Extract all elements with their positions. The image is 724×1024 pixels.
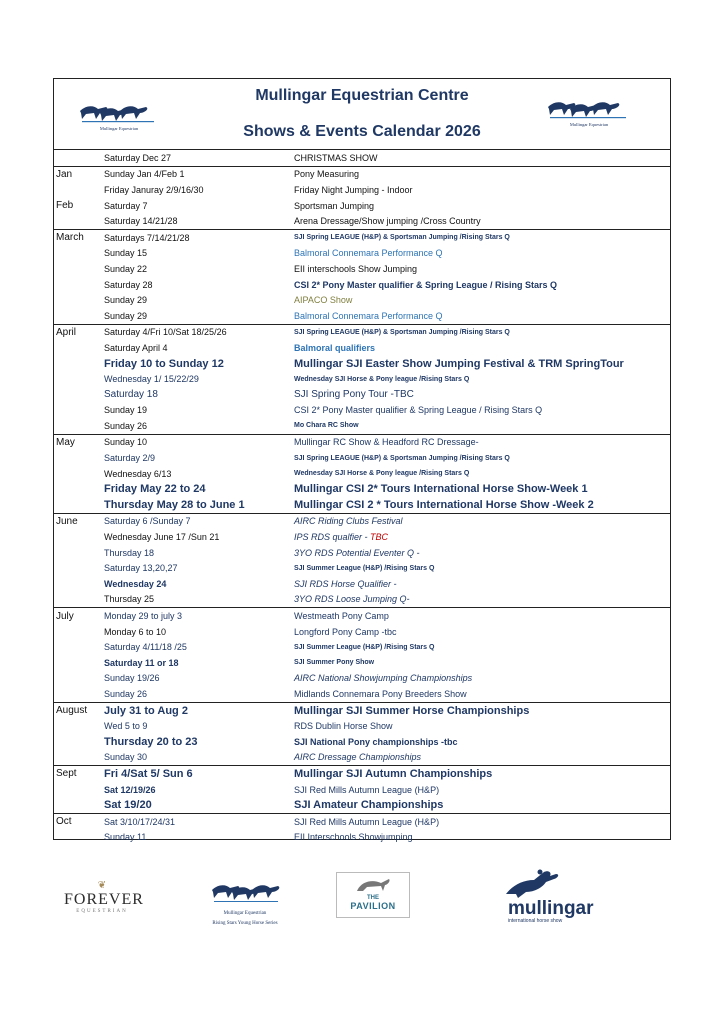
calendar-row bbox=[54, 198, 670, 214]
calendar-row bbox=[54, 655, 670, 671]
event-name-text: Friday Night Jumping - Indoor bbox=[294, 184, 413, 195]
calendar-row bbox=[54, 497, 670, 513]
event-name-text: CSI 2* Pony Master qualifier & Spring League / Rising Stars Q bbox=[294, 405, 543, 416]
event-date: Friday May 22 to 24 bbox=[104, 483, 206, 496]
pavilion-the: THE bbox=[367, 895, 379, 901]
event-name-text: RDS Dublin Horse Show bbox=[294, 721, 393, 732]
month-block bbox=[54, 608, 670, 703]
event-date: Saturday April 4 bbox=[104, 342, 168, 353]
event-name bbox=[294, 785, 439, 795]
calendar-row bbox=[54, 703, 670, 719]
event-name-text: EII Interschools Showjumping bbox=[294, 832, 413, 843]
event-date: Saturday 14/21/28 bbox=[104, 216, 178, 227]
calendar-row bbox=[54, 450, 670, 466]
calendar-frame bbox=[53, 78, 671, 843]
month-label: Feb bbox=[56, 200, 74, 212]
calendar-row bbox=[54, 466, 670, 482]
event-date: Thursday May 28 to June 1 bbox=[104, 498, 245, 511]
event-name-text: Pony Measuring bbox=[294, 169, 360, 180]
event-name-text: Balmoral Connemara Performance Q bbox=[294, 248, 443, 259]
event-date: Sunday 19 bbox=[104, 405, 148, 416]
month-block bbox=[54, 167, 670, 230]
event-name-text: SJI Red Mills Autumn League (H&P) bbox=[294, 816, 440, 827]
event-name bbox=[294, 405, 542, 415]
event-name bbox=[294, 799, 443, 811]
event-name bbox=[294, 579, 397, 589]
event-name bbox=[294, 185, 413, 195]
event-name-text: Mullingar SJI Summer Horse Championships bbox=[294, 704, 530, 717]
month-label: June bbox=[56, 515, 78, 527]
event-name-text: 3YO RDS Loose Jumping Q- bbox=[294, 594, 410, 605]
horses-logo-right bbox=[544, 93, 634, 129]
event-date: Sunday 26 bbox=[104, 420, 148, 431]
pavilion-label: PAVILION bbox=[350, 901, 396, 911]
event-date: Sunday 10 bbox=[104, 437, 148, 448]
event-date: Sat 12/19/26 bbox=[104, 784, 156, 795]
event-name bbox=[294, 594, 410, 604]
event-name-text: SJI Summer League (H&P) /Rising Stars Q bbox=[294, 643, 435, 651]
event-date: Wednesday 24 bbox=[104, 578, 167, 589]
event-date: Monday 6 to 10 bbox=[104, 626, 167, 637]
event-date: Saturday 4/11/18 /25 bbox=[104, 642, 187, 653]
event-date: Saturday 18 bbox=[104, 389, 158, 401]
calendar-row bbox=[54, 403, 670, 419]
logo-caption-right: Mullingar Equestrian bbox=[569, 122, 609, 127]
event-name-text: Mullingar CSI 2 * Tours International Horse Show -Week 2 bbox=[294, 498, 594, 511]
event-date: Saturday Dec 27 bbox=[104, 152, 172, 163]
tbc-badge: TBC bbox=[370, 532, 389, 543]
calendar-row bbox=[54, 246, 670, 262]
event-date: Saturday 4/Fri 10/Sat 18/25/26 bbox=[104, 327, 227, 338]
month-label: May bbox=[56, 436, 75, 448]
rising-caption: Mullingar Equestrian bbox=[223, 911, 267, 916]
month-block bbox=[54, 325, 670, 435]
calendar-row bbox=[54, 814, 670, 830]
event-name bbox=[294, 216, 481, 226]
calendar-row bbox=[54, 325, 670, 341]
calendar-row bbox=[54, 782, 670, 798]
event-name-text: EII interschools Show Jumping bbox=[294, 263, 418, 274]
month-block bbox=[54, 150, 670, 167]
event-name bbox=[294, 548, 420, 558]
event-date: July 31 to Aug 2 bbox=[104, 704, 188, 717]
event-name bbox=[294, 358, 624, 370]
event-date: Wednesday 6/13 bbox=[104, 468, 172, 479]
event-name-text: SJI Spring LEAGUE (H&P) & Sportsman Jumping /Rising Stars Q bbox=[294, 328, 510, 336]
event-name-text: Longford Pony Camp -tbc bbox=[294, 626, 397, 637]
event-date: Sat 19/20 bbox=[104, 799, 152, 812]
event-date: Friday Januray 2/9/16/30 bbox=[104, 184, 204, 195]
event-name bbox=[294, 376, 469, 383]
calendar-row bbox=[54, 529, 670, 545]
logo-caption-left: Mullingar Equestrian bbox=[99, 126, 139, 131]
event-date: Monday 29 to july 3 bbox=[104, 611, 183, 622]
calendar-row bbox=[54, 750, 670, 766]
calendar-row bbox=[54, 213, 670, 229]
event-name-text: SJI National Pony championships -tbc bbox=[294, 736, 458, 747]
event-date: Thursday 20 to 23 bbox=[104, 735, 198, 748]
event-name bbox=[294, 422, 359, 429]
event-name bbox=[294, 705, 529, 717]
event-name-text: SJI Spring Pony Tour -TBC bbox=[294, 389, 414, 401]
event-name-text: SJI Summer Pony Show bbox=[294, 659, 375, 667]
calendar-row bbox=[54, 592, 670, 608]
event-date: Saturday 28 bbox=[104, 279, 153, 290]
event-name-text: SJI Spring LEAGUE (H&P) & Sportsman Jumping /Rising Stars Q bbox=[294, 454, 510, 462]
event-name bbox=[294, 329, 510, 336]
event-name bbox=[294, 627, 397, 637]
event-name-text: Mo Chara RC Show bbox=[294, 422, 359, 430]
event-name bbox=[294, 499, 594, 511]
event-date: Sunday 15 bbox=[104, 248, 148, 259]
event-name-text: Mullingar SJI Easter Show Jumping Festival & TRM SpringTour bbox=[294, 357, 624, 370]
event-name-text: Mullingar RC Show & Headford RC Dressage- bbox=[294, 437, 479, 448]
calendar-row bbox=[54, 830, 670, 846]
calendar-row bbox=[54, 230, 670, 246]
event-name bbox=[294, 611, 389, 621]
mullingar-label: mullingar bbox=[508, 898, 594, 919]
event-date: Fri 4/Sat 5/ Sun 6 bbox=[104, 767, 193, 780]
event-name bbox=[294, 817, 439, 827]
event-name-text: IPS RDS qualfier - bbox=[294, 532, 371, 543]
event-date: Thursday 25 bbox=[104, 594, 155, 605]
event-name-text: AIRC Riding Clubs Festival bbox=[294, 516, 403, 527]
event-name bbox=[294, 169, 359, 179]
rising-stars-logo bbox=[200, 876, 290, 924]
calendar-row bbox=[54, 371, 670, 387]
event-name-text: AIRC Dressage Championships bbox=[294, 752, 422, 763]
calendar-row bbox=[54, 686, 670, 702]
calendar-row bbox=[54, 608, 670, 624]
event-date: Saturdays 7/14/21/28 bbox=[104, 232, 190, 243]
calendar-row bbox=[54, 167, 670, 183]
event-name-text: AIRC National Showjumping Championships bbox=[294, 673, 473, 684]
event-name bbox=[294, 311, 443, 321]
event-date: Saturday 2/9 bbox=[104, 453, 156, 464]
event-date: Sunday 29 bbox=[104, 310, 148, 321]
event-name-text: AIPACO Show bbox=[294, 295, 353, 306]
calendar-row bbox=[54, 150, 670, 166]
calendar-row bbox=[54, 576, 670, 592]
event-date: Wednesday 1/ 15/22/29 bbox=[104, 374, 199, 385]
calendar-row bbox=[54, 560, 670, 576]
calendar-row bbox=[54, 261, 670, 277]
event-name bbox=[294, 516, 403, 526]
calendar-row bbox=[54, 418, 670, 434]
event-name bbox=[294, 470, 469, 477]
event-name bbox=[294, 644, 434, 651]
month-label: July bbox=[56, 610, 74, 622]
month-block bbox=[54, 766, 670, 814]
event-name bbox=[294, 455, 510, 462]
calendar-row bbox=[54, 671, 670, 687]
event-name bbox=[294, 264, 417, 274]
forever-equestrian-logo bbox=[64, 880, 144, 924]
event-name bbox=[294, 201, 374, 211]
event-date: Sat 3/10/17/24/31 bbox=[104, 816, 176, 827]
calendar-row bbox=[54, 514, 670, 530]
event-name-text: Wednesday SJI Horse & Pony league /Rising Stars Q bbox=[294, 375, 470, 383]
mullingar-ihs-logo bbox=[496, 866, 608, 928]
event-date: Saturday 7 bbox=[104, 200, 148, 211]
pavilion-horse-icon bbox=[337, 873, 409, 895]
calendar-table bbox=[54, 150, 670, 845]
mullingar-sub-label: international horse show bbox=[508, 918, 563, 924]
event-name-text: SJI Red Mills Autumn League (H&P) bbox=[294, 784, 440, 795]
calendar-row bbox=[54, 545, 670, 561]
forever-emblem-icon: ❦ bbox=[97, 880, 107, 891]
event-name-text: Mullingar SJI Autumn Championships bbox=[294, 767, 493, 780]
event-date: Sunday 29 bbox=[104, 295, 148, 306]
event-name bbox=[294, 437, 479, 447]
calendar-row bbox=[54, 356, 670, 372]
event-name-text: SJI Spring LEAGUE (H&P) & Sportsman Jumping /Rising Stars Q bbox=[294, 234, 510, 242]
event-name bbox=[294, 752, 421, 762]
event-name-text: CHRISTMAS SHOW bbox=[294, 152, 378, 163]
calendar-row bbox=[54, 734, 670, 750]
event-name-text: 3YO RDS Potential Eventer Q - bbox=[294, 547, 420, 558]
month-block bbox=[54, 230, 670, 325]
month-label: April bbox=[56, 326, 77, 338]
calendar-row bbox=[54, 481, 670, 497]
event-name bbox=[294, 673, 472, 683]
event-name bbox=[294, 532, 388, 542]
month-block bbox=[54, 514, 670, 609]
calendar-row bbox=[54, 624, 670, 640]
event-name bbox=[294, 343, 375, 353]
calendar-row bbox=[54, 292, 670, 308]
month-label: August bbox=[56, 705, 88, 717]
month-block bbox=[54, 435, 670, 514]
calendar-header bbox=[54, 79, 670, 150]
calendar-row bbox=[54, 340, 670, 356]
event-date: Sunday 19/26 bbox=[104, 673, 160, 684]
month-block bbox=[54, 814, 670, 845]
event-name bbox=[294, 721, 393, 731]
event-name bbox=[294, 389, 414, 400]
event-date: Wednesday June 17 /Sun 21 bbox=[104, 532, 220, 543]
forever-label: FOREVER bbox=[64, 891, 144, 908]
month-label: March bbox=[56, 232, 84, 244]
event-date: Friday 10 to Sunday 12 bbox=[104, 357, 224, 370]
rising-sub-caption: Rising Stars Young Horse Series bbox=[212, 921, 278, 926]
event-name bbox=[294, 737, 458, 747]
event-date: Thursday 18 bbox=[104, 547, 155, 558]
event-name-text: Balmoral Connemara Performance Q bbox=[294, 310, 443, 321]
calendar-row bbox=[54, 387, 670, 403]
event-date: Saturday 6 /Sunday 7 bbox=[104, 516, 191, 527]
event-name bbox=[294, 248, 443, 258]
event-name-text: Wednesday SJI Horse & Pony league /Rising Stars Q bbox=[294, 470, 470, 478]
event-name bbox=[294, 768, 492, 780]
pavilion-logo bbox=[336, 872, 410, 918]
event-date: Wed 5 to 9 bbox=[104, 721, 148, 732]
calendar-row bbox=[54, 435, 670, 451]
month-label: Oct bbox=[56, 816, 72, 828]
event-name bbox=[294, 295, 352, 305]
event-name bbox=[294, 565, 434, 572]
month-label: Jan bbox=[56, 168, 73, 180]
event-name-text: Westmeath Pony Camp bbox=[294, 611, 389, 622]
event-name bbox=[294, 659, 374, 666]
calendar-row bbox=[54, 797, 670, 813]
page-title: Mullingar Equestrian Centre bbox=[255, 87, 469, 104]
event-date: Sunday 26 bbox=[104, 688, 148, 699]
jumping-horse-icon bbox=[496, 866, 608, 900]
page-subtitle: Shows & Events Calendar 2026 bbox=[243, 123, 481, 140]
event-date: Sunday 30 bbox=[104, 752, 148, 763]
event-name bbox=[294, 832, 413, 842]
event-name-text: SJI Amateur Championships bbox=[294, 799, 444, 812]
event-name-text: Mullingar CSI 2* Tours International Horse Show-Week 1 bbox=[294, 483, 588, 496]
event-name-text: SJI Summer League (H&P) /Rising Stars Q bbox=[294, 564, 435, 572]
event-date: Sunday Jan 4/Feb 1 bbox=[104, 169, 185, 180]
event-date: Sunday 11 bbox=[104, 832, 147, 843]
event-date: Saturday 13,20,27 bbox=[104, 563, 178, 574]
month-label: Sept bbox=[56, 768, 77, 780]
event-name bbox=[294, 483, 588, 495]
calendar-row bbox=[54, 308, 670, 324]
event-name-text: Arena Dressage/Show jumping /Cross Country bbox=[294, 216, 481, 227]
calendar-row bbox=[54, 718, 670, 734]
event-name bbox=[294, 280, 557, 290]
calendar-row bbox=[54, 182, 670, 198]
calendar-row bbox=[54, 639, 670, 655]
event-name-text: SJI RDS Horse Qualifier - bbox=[294, 578, 397, 589]
event-name-text: Sportsman Jumping bbox=[294, 200, 375, 211]
event-name bbox=[294, 153, 378, 163]
rising-stars-horses-icon bbox=[200, 876, 290, 906]
event-name-text: Balmoral qualifiers bbox=[294, 342, 376, 353]
event-date: Saturday 11 or 18 bbox=[104, 657, 179, 668]
month-block bbox=[54, 703, 670, 766]
forever-sub-label: EQUESTRIAN bbox=[76, 909, 128, 914]
event-date: Sunday 22 bbox=[104, 263, 148, 274]
event-name-text: CSI 2* Pony Master qualifier & Spring League / Rising Stars Q bbox=[294, 279, 558, 290]
calendar-row bbox=[54, 277, 670, 293]
event-name bbox=[294, 234, 510, 241]
calendar-row bbox=[54, 766, 670, 782]
event-name-text: Midlands Connemara Pony Breeders Show bbox=[294, 688, 467, 699]
event-name bbox=[294, 689, 467, 699]
